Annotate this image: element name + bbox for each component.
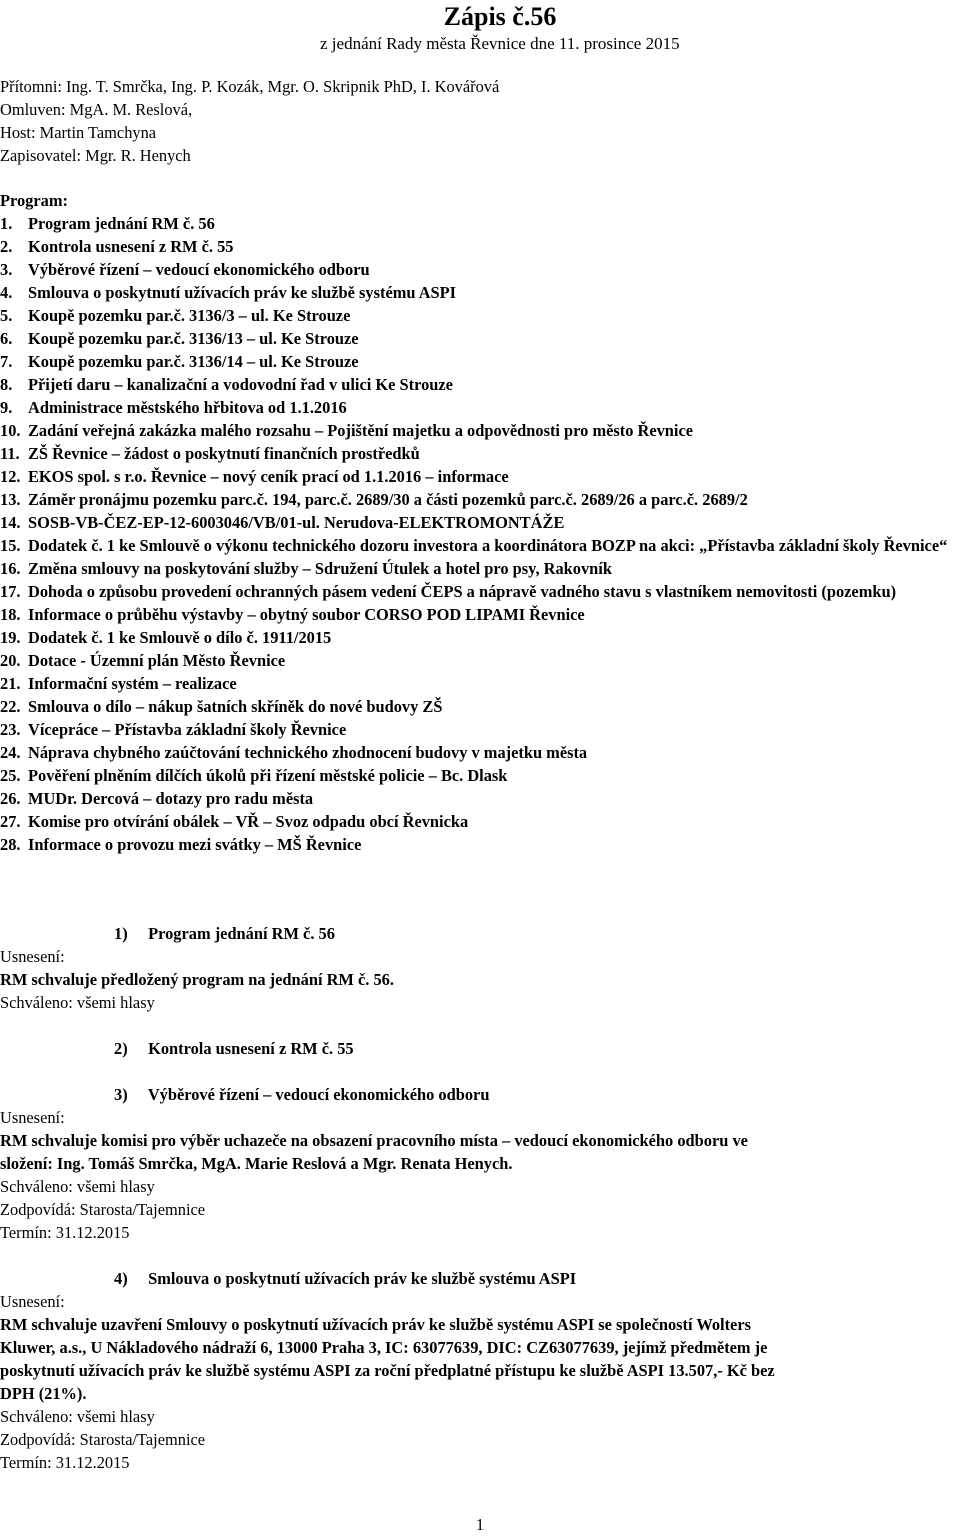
agenda-item [0,580,960,603]
section-title: Smlouva o poskytnutí užívacích práv ke službě systému ASPI [148,1269,577,1288]
agenda-item-text: ZŠ Řevnice – žádost o poskytnutí finančních prostředků [28,444,420,463]
agenda-item [0,373,960,396]
section-number: 3) [114,1085,128,1104]
agenda-item-text: Náprava chybného zaúčtování technického zhodnocení budovy v majetku města [28,743,588,762]
agenda-item-text: Koupě pozemku par.č. 3136/3 – ul. Ke Strouze [28,306,351,325]
agenda-item-number: 17. [0,582,21,601]
deadline-line: Termín: 31.12.2015 [0,1453,130,1472]
agenda-item-text: Informace o provozu mezi svátky – MŠ Řevnice [28,835,362,854]
approval-line: Schváleno: všemi hlasy [0,1407,155,1426]
section-2-heading [0,1037,960,1060]
agenda-item-number: 19. [0,628,21,647]
approval-line: Schváleno: všemi hlasy [0,993,155,1012]
agenda-item-number: 26. [0,789,21,808]
agenda-item-number: 25. [0,766,21,785]
agenda-item-text: Koupě pozemku par.č. 3136/14 – ul. Ke Strouze [28,352,359,371]
resolution-label: Usnesení: [0,947,65,966]
agenda-item-number: 13. [0,490,21,509]
resolution-text [0,1313,960,1405]
agenda-item [0,557,960,580]
agenda-item-text: Vícepráce – Přístavba základní školy Řevnice [28,720,347,739]
agenda-item-number: 9. [0,398,13,417]
agenda-item-number: 14. [0,513,21,532]
section-title: Program jednání RM č. 56 [148,924,335,943]
agenda-item [0,534,960,557]
section-4-heading [0,1267,960,1290]
agenda-item-number: 15. [0,536,21,555]
resolution-text [0,1129,960,1175]
resolution-line: RM schvaluje uzavření Smlouvy o poskytnutí užívacích práv ke službě systému ASPI se společností Wolters [0,1315,751,1334]
agenda-item [0,442,960,465]
page-number: 1 [475,1515,485,1534]
section-title: Výběrové řízení – vedoucí ekonomického odboru [147,1085,490,1104]
agenda-item-text: Koupě pozemku par.č. 3136/13 – ul. Ke Strouze [28,329,359,348]
agenda-item [0,603,960,626]
agenda-item [0,672,960,695]
program-heading: Program: [0,191,68,210]
agenda-item-text: Smlouva o dílo – nákup šatních skříněk do nové budovy ZŠ [28,697,443,716]
agenda-item [0,419,960,442]
guest-line: Host: Martin Tamchyna [0,123,157,142]
agenda-item [0,281,960,304]
agenda-item [0,833,960,856]
agenda-item [0,787,960,810]
agenda-item-number: 21. [0,674,21,693]
agenda-item [0,764,960,787]
agenda-item-text: Informace o průběhu výstavby – obytný soubor CORSO POD LIPAMI Řevnice [28,605,585,624]
title-block [0,2,960,55]
approval-line: Schváleno: všemi hlasy [0,1177,155,1196]
attendance-block [0,75,960,167]
section-title: Kontrola usnesení z RM č. 55 [148,1039,354,1058]
agenda-item-text: EKOS spol. s r.o. Řevnice – nový ceník prací od 1.1.2016 – informace [28,467,509,486]
agenda-item-number: 12. [0,467,21,486]
agenda-item-text: Kontrola usnesení z RM č. 55 [28,237,234,256]
agenda-item-text: Dodatek č. 1 ke Smlouvě o výkonu technického dozoru investora a koordinátora BOZP na akci: „Přístavba základní školy Řevnice“ [28,536,948,555]
agenda-item [0,810,960,833]
agenda-item [0,741,960,764]
agenda-item-text: MUDr. Dercová – dotazy pro radu města [28,789,314,808]
resolution-line [0,1129,960,1152]
agenda-item [0,465,960,488]
agenda-item-number: 3. [0,260,13,279]
resolution-line: Kluwer, a.s., U Nákladového nádraží 6, 13000 Praha 3, IC: 63077639, DIC: CZ63077639, jejímž předmětem je [0,1338,768,1357]
agenda-item-text: SOSB-VB-ČEZ-EP-12-6003046/VB/01-ul. Nerudova-ELEKTROMONTÁŽE [28,513,565,532]
agenda-item-text: Administrace městského hřbitova od 1.1.2016 [28,398,347,417]
agenda-item-number: 11. [0,444,20,463]
agenda-item [0,511,960,534]
agenda-item-text: Smlouva o poskytnutí užívacích práv ke službě systému ASPI [28,283,457,302]
resolution-line: DPH (21%). [0,1384,87,1403]
agenda-item [0,626,960,649]
present-line: Přítomni: Ing. T. Smrčka, Ing. P. Kozák, Mgr. O. Skripnik PhD, I. Kovářová [0,77,500,96]
agenda-item-text: Záměr pronájmu pozemku parc.č. 194, parc.č. 2689/30 a části pozemků parc.č. 2689/26 a parc.č. 2689/2 [28,490,748,509]
agenda-item-text: Výběrové řízení – vedoucí ekonomického odboru [28,260,370,279]
agenda-item-number: 24. [0,743,21,762]
agenda-item-number: 20. [0,651,21,670]
agenda-item [0,212,960,235]
responsible-line: Zodpovídá: Starosta/Tajemnice [0,1200,206,1219]
agenda-item-text: Dodatek č. 1 ke Smlouvě o dílo č. 1911/2015 [28,628,332,647]
agenda-item-number: 5. [0,306,13,325]
agenda-item [0,327,960,350]
agenda-item-number: 16. [0,559,21,578]
recorder-line: Zapisovatel: Mgr. R. Henych [0,146,191,165]
agenda-item-number: 23. [0,720,21,739]
agenda-item-number: 18. [0,605,21,624]
resolution-line: poskytnutí užívacích práv ke službě systému ASPI za roční předplatné přístupu ke službě ASPI 13.507,- Kč bez [0,1361,775,1380]
resolution-line: složení: Ing. Tomáš Smrčka, MgA. Marie Reslová a Mgr. Renata Henych. [0,1154,513,1173]
section-3-heading [0,1083,960,1106]
agenda-item [0,718,960,741]
agenda-item-number: 2. [0,237,13,256]
resolutions-section [0,922,960,1474]
agenda-item-text: Komise pro otvírání obálek – VŘ – Svoz odpadu obcí Řevnicka [28,812,469,831]
agenda-item [0,304,960,327]
agenda-item-number: 28. [0,835,21,854]
agenda-item [0,695,960,718]
agenda-item-number: 8. [0,375,13,394]
agenda-item-number: 4. [0,283,13,302]
agenda-item-number: 22. [0,697,21,716]
deadline-line: Termín: 31.12.2015 [0,1223,130,1242]
agenda-item-text: Dotace - Územní plán Město Řevnice [28,651,286,670]
agenda-item-number: 27. [0,812,21,831]
agenda-item-number: 1. [0,214,13,233]
agenda-list [0,212,960,856]
agenda-item-number: 10. [0,421,21,440]
agenda-item [0,350,960,373]
agenda-item-text: Zadání veřejná zakázka malého rozsahu – Pojištění majetku a odpovědnosti pro město Řevnice [28,421,694,440]
section-number: 2) [114,1039,128,1058]
agenda-item [0,396,960,419]
agenda-item-number: 7. [0,352,13,371]
agenda-item [0,235,960,258]
agenda-item-text: Dohoda o způsobu provedení ochranných pásem vedení ČEPS a nápravě vadného stavu s vlastníkem nemovitosti (pozemku) [28,582,897,601]
section-number: 4) [114,1269,128,1288]
document-subtitle: z jednání Rady města Řevnice dne 11. prosince 2015 [320,34,680,53]
section-1-heading [0,922,960,945]
agenda-item-text: Změna smlouvy na poskytování služby – Sdružení Útulek a hotel pro psy, Rakovník [28,559,612,578]
agenda-item-number: 6. [0,329,13,348]
excused-line: Omluven: MgA. M. Reslová, [0,100,193,119]
agenda-item [0,258,960,281]
resolution-label: Usnesení: [0,1292,65,1311]
agenda-item-text: Program jednání RM č. 56 [28,214,215,233]
agenda-item-text: Informační systém – realizace [28,674,237,693]
agenda-item [0,488,960,511]
responsible-line: Zodpovídá: Starosta/Tajemnice [0,1430,206,1449]
agenda-item [0,649,960,672]
resolution-text: RM schvaluje předložený program na jednání RM č. 56. [0,970,394,989]
document-title: Zápis č.56 [443,2,557,31]
section-number: 1) [114,924,128,943]
agenda-item-text: Pověření plněním dílčích úkolů při řízení městské policie – Bc. Dlask [28,766,508,785]
resolution-label: Usnesení: [0,1108,65,1127]
resolution-line-text: RM schvaluje komisi pro výběr uchazeče na obsazení pracovního místa – vedoucí ekonomického odboru ve [0,1131,748,1150]
agenda-item-text: Přijetí daru – kanalizační a vodovodní řad v ulici Ke Strouze [28,375,453,394]
